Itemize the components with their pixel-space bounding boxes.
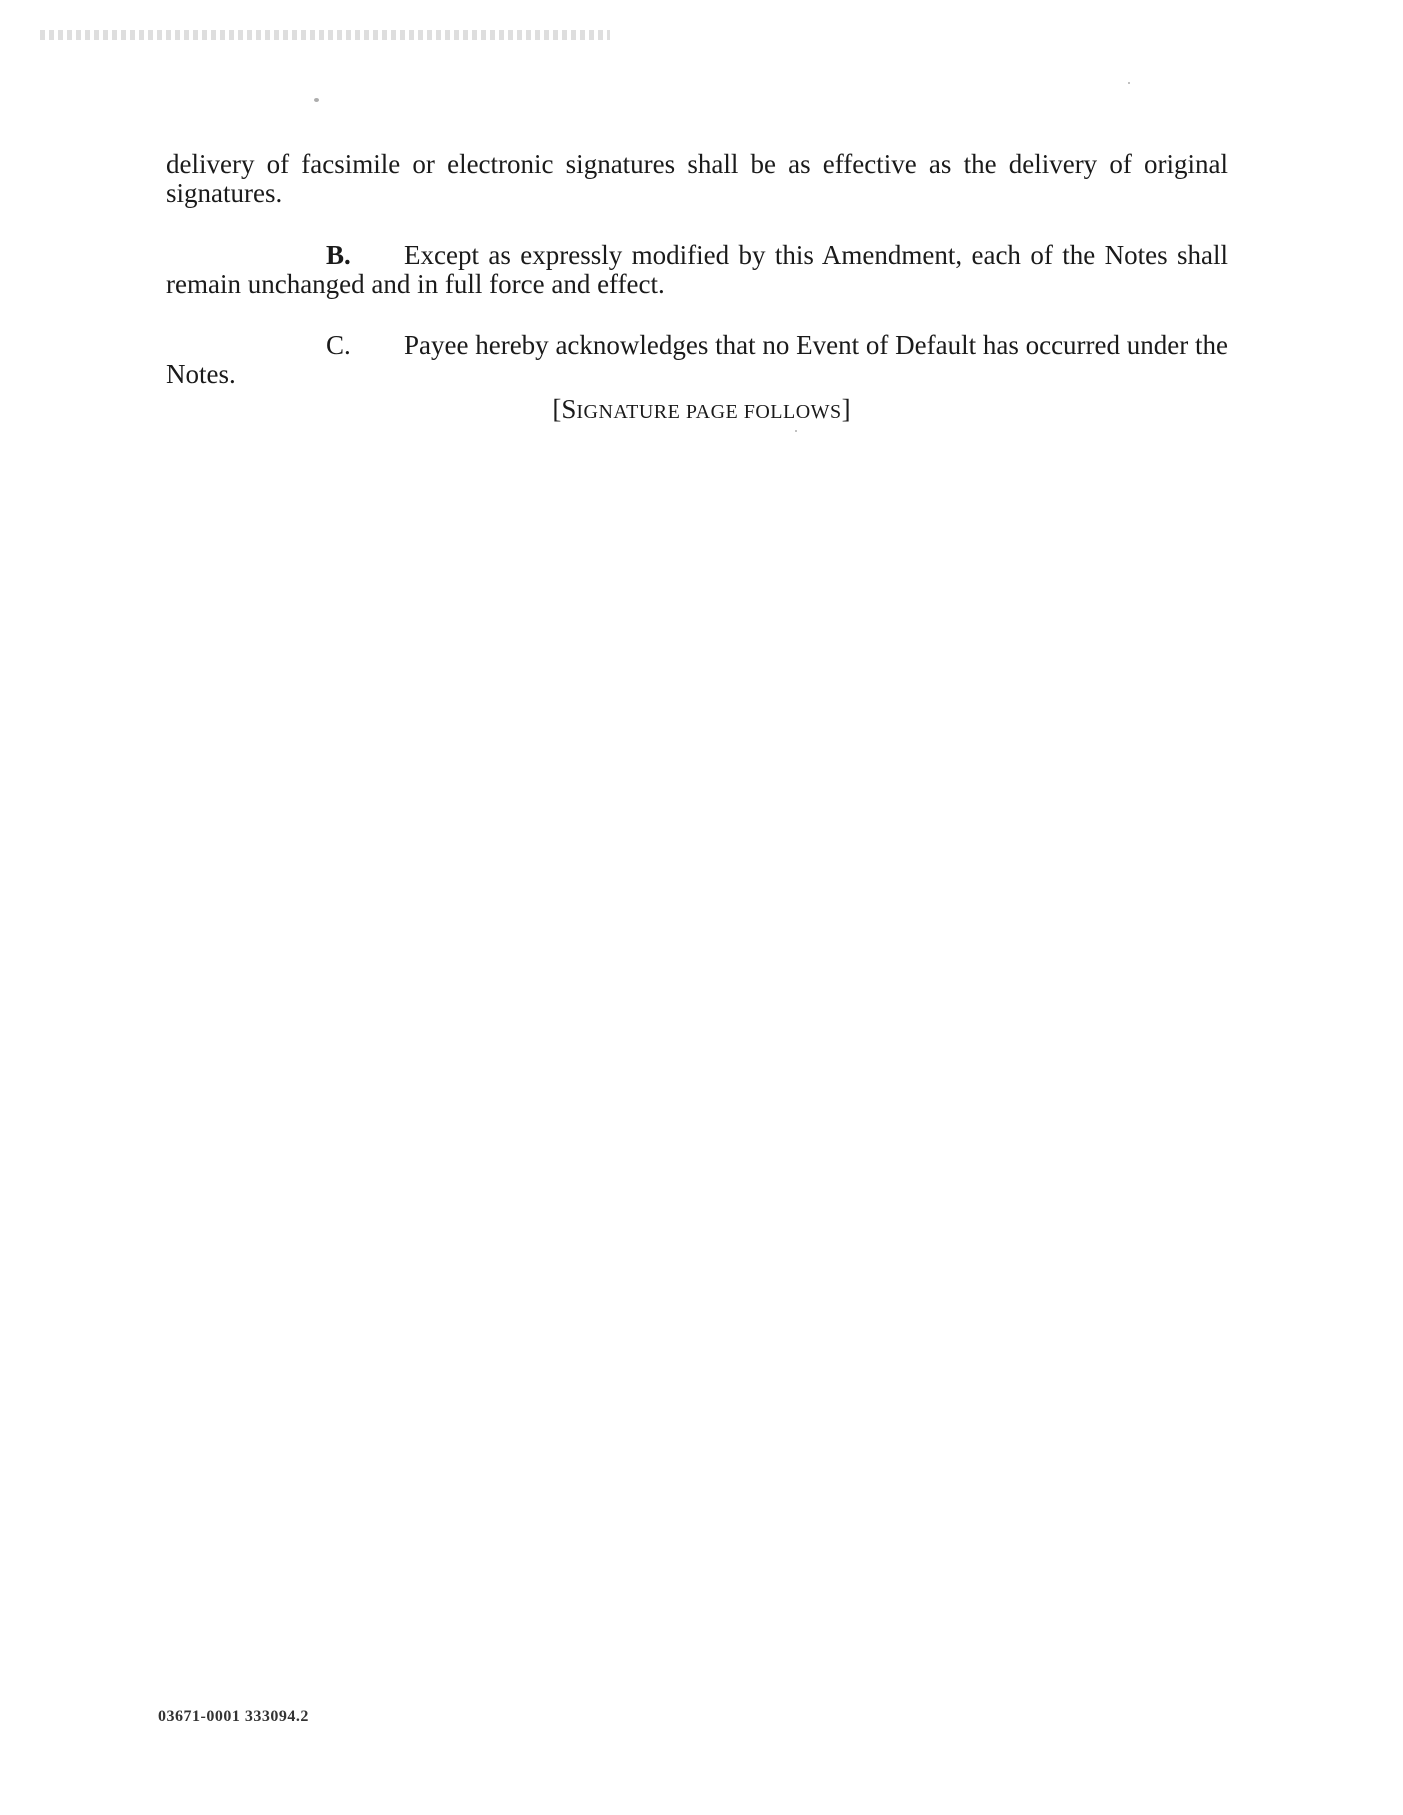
section-c-label: C. [326, 330, 351, 360]
notice-text: IGNATURE PAGE FOLLOWS [576, 401, 842, 423]
bracket-open: [ [552, 394, 562, 424]
scan-speck [314, 98, 319, 102]
scan-speck [1128, 82, 1130, 84]
bracket-close: ] [841, 394, 851, 424]
document-id: 03671-0001 333094.2 [158, 1708, 309, 1725]
section-c [166, 331, 1228, 389]
section-b [166, 241, 1228, 299]
scan-artifact [40, 30, 610, 40]
signature-page-follows-notice [0, 395, 1403, 427]
paragraph-signatures: delivery of facsimile or electronic signatures shall be as effective as the delivery of original signatures. [166, 149, 1228, 208]
section-c-text: Payee hereby acknowledges that no Event of Default has occurred under the Notes. [166, 330, 1228, 389]
section-b-text: Except as expressly modified by this Amendment, each of the Notes shall remain unchanged and in full force and effect. [166, 240, 1228, 299]
scan-speck [795, 430, 797, 432]
section-b-label: B. [326, 240, 351, 270]
notice-initial: S [561, 394, 577, 424]
